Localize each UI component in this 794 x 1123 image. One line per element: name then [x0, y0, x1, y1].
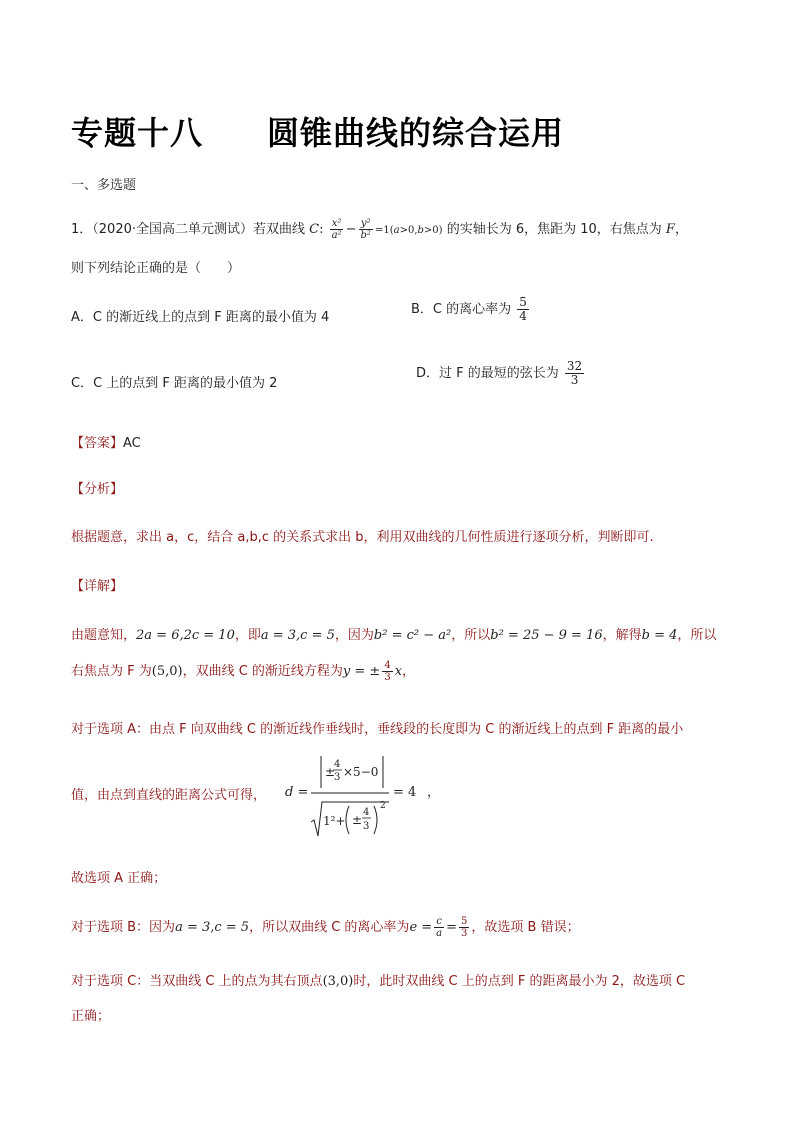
- option-d: D．过 F 的最短的弦长为 $\frac{32}{3}$: [416, 359, 583, 388]
- distance-formula: [285, 752, 445, 842]
- option-a: A．C 的渐近线上的点到 F 距离的最小值为 4: [71, 310, 330, 325]
- answer-value: AC: [123, 436, 141, 451]
- detail-option-b: 对于选项 B：因为a = 3,c = 5，所以双曲线 C 的离心率为e = $\frac{c}{a}$ = $\frac{5}{3}$ ，故选项 B 错误；: [71, 916, 580, 939]
- formula-result: = 4: [393, 785, 417, 800]
- detail-option-c-line1: 对于选项 C：当双曲线 C 上的点为其右顶点(3,0)时，此时双曲线 C 上的点到 F 的距离最小为 2，故选项 C: [71, 974, 686, 989]
- svg-text:3: 3: [363, 821, 370, 832]
- answer-label: 【答案】: [71, 436, 124, 451]
- fraction-y2-b2: $\frac{\text{y²}}{\text{b²}}$: [360, 218, 371, 241]
- answer-line: [71, 432, 141, 451]
- detail-option-a-line1: 对于选项 A：由点 F 向双曲线 C 的渐近线作垂线时，垂线段的长度即为 C 的渐近线上的点到 F 距离的最小: [71, 722, 684, 737]
- analysis-label: 【分析】: [71, 482, 124, 497]
- option-row-ab: [71, 295, 721, 325]
- formula-d-label: d =: [285, 785, 309, 800]
- option-row-cd: [71, 359, 721, 391]
- svg-text:，: ，: [427, 785, 441, 800]
- section-heading: 一、多选题: [71, 178, 137, 193]
- svg-text:1²+: 1²+: [323, 814, 346, 828]
- curve-label: C: [309, 222, 320, 237]
- detail-paragraph-2: 右焦点为 F 为(5,0)，双曲线 C 的渐近线方程为y = ± $\frac{4}{3}$ x，: [71, 660, 416, 683]
- title-subject: 圆锥曲线的综合运用: [267, 114, 565, 152]
- detail-paragraph-1: 由题意知，2a = 6,2c = 10，即a = 3,c = 5，因为b² = c² − a²，所以b² = 25 − 9 = 16，解得b = 4，所以: [71, 628, 717, 643]
- detail-label: 【详解】: [71, 579, 124, 594]
- svg-text:3: 3: [334, 772, 341, 783]
- svg-text:4: 4: [363, 807, 370, 818]
- detail-option-a-line2: 值，由点到直线的距离公式可得，: [71, 788, 267, 803]
- title-topic: 专题十八: [71, 114, 204, 152]
- option-b: B．C 的离心率为 $\frac{5}{4}$: [411, 295, 527, 324]
- svg-text:×5−0: ×5−0: [343, 765, 379, 779]
- svg-text:2: 2: [380, 801, 386, 811]
- page-title: [71, 108, 564, 154]
- svg-text:4: 4: [334, 759, 341, 770]
- question-stem: 1．（2020·全国高二单元测试）若双曲线 C: $\frac{\text{x²}}{\text{a²}}$ − $\frac{\text{y²}}{\text{b²}}$ =1(a>0,b>0) 的实轴长为 6，焦距为 10，右焦点为 F，: [71, 218, 688, 241]
- svg-text:±: ±: [352, 813, 363, 827]
- detail-option-a-conclusion: 故选项 A 正确；: [71, 871, 167, 886]
- fraction-x2-a2: $\frac{\text{x²}}{\text{a²}}$: [331, 218, 342, 241]
- detail-option-c-line2: 正确；: [71, 1009, 111, 1024]
- question-stem-line2: 则下列结论正确的是（ ）: [71, 261, 241, 276]
- svg-text:±: ±: [325, 765, 336, 779]
- analysis-text: 根据题意，求出 a，c，结合 a,b,c 的关系式求出 b，利用双曲线的几何性质进行逐项分析，判断即可.: [71, 530, 654, 545]
- distance-formula-svg: [285, 752, 445, 842]
- option-c: C．C 上的点到 F 距离的最小值为 2: [71, 376, 278, 391]
